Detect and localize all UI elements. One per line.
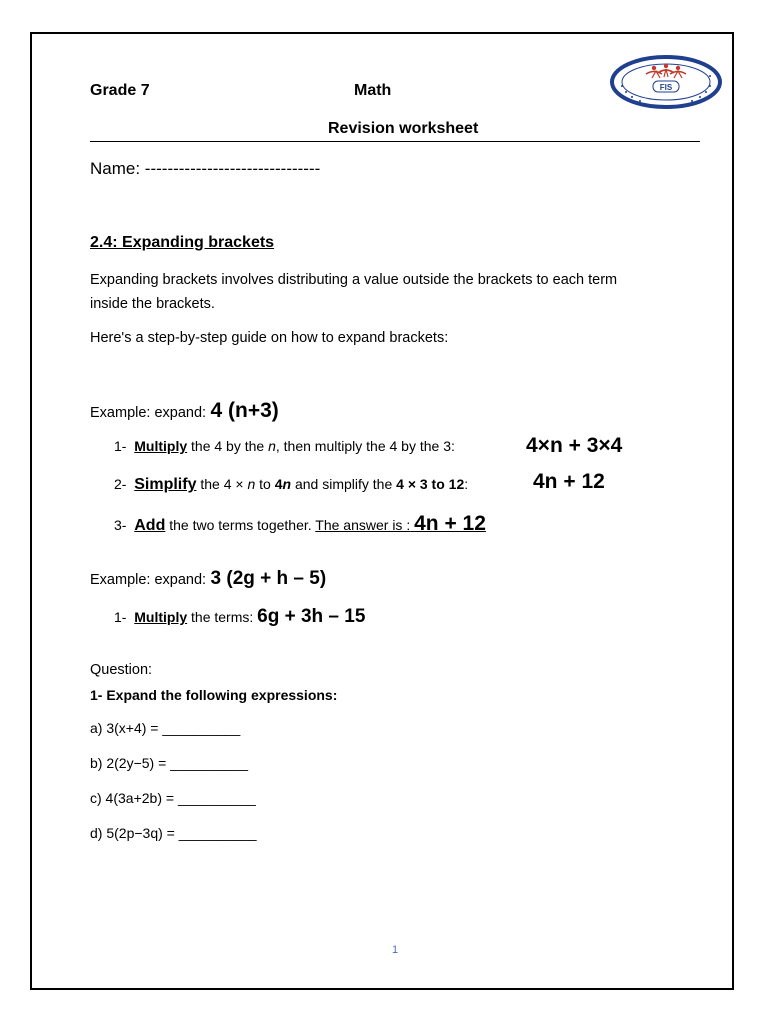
worksheet-title: Revision worksheet (328, 120, 479, 137)
question-label: Question: (90, 662, 153, 678)
school-logo (608, 52, 724, 112)
example-2-expression: 3 (2g + h – 5) (210, 568, 327, 589)
svg-text:FIS: FIS (659, 83, 673, 92)
step-bold: 4 × 3 to 12 (396, 476, 465, 492)
step-variable: n (268, 438, 276, 454)
step-bold-variable: n (282, 476, 292, 492)
question-item-b: b) 2(2y−5) = __________ (90, 755, 249, 771)
step-number: 1- (114, 438, 127, 454)
step-text: the two terms together. (165, 517, 316, 533)
intro-line-1: Expanding brackets involves distributing a value outside the brackets to each term (90, 272, 618, 288)
example-2-label: Example: expand: (90, 572, 207, 588)
step-keyword: Multiply (134, 609, 188, 625)
example-1-expression: 4 (n+3) (210, 399, 279, 422)
step-text: the 4 by the (187, 438, 269, 454)
answer-label: The answer is : 4n + 12 (315, 512, 486, 535)
question-item-d: d) 5(2p−3q) = __________ (90, 825, 257, 841)
step-text: the 4 × (196, 476, 248, 492)
example-1-step-3 (114, 512, 486, 536)
step-variable: n (247, 476, 256, 492)
subject-label: Math (354, 82, 392, 99)
question-item-c: c) 4(3a+2b) = __________ (90, 790, 256, 806)
step-text: : (464, 476, 469, 492)
step-bold: 4 (274, 476, 283, 492)
example-2-step-1 (114, 606, 365, 628)
step-number: 1- (114, 609, 127, 625)
example-1-step-1-result: 4×n + 3×4 (526, 434, 623, 457)
step-text: , then multiply the 4 by the 3: (275, 438, 455, 454)
section-title: 2.4: Expanding brackets (90, 234, 275, 251)
school-logo-icon (608, 52, 724, 112)
example-2-result: 6g + 3h – 15 (257, 606, 366, 627)
example-1-step-2-result: 4n + 12 (533, 470, 605, 493)
step-number: 3- (114, 517, 127, 533)
step-keyword: Simplify (134, 476, 197, 493)
step-text: to (255, 476, 275, 492)
grade-label: Grade 7 (90, 82, 150, 99)
example-1-step-2 (114, 476, 468, 494)
guide-line: Here's a step-by-step guide on how to expand brackets: (90, 330, 449, 346)
example-2 (90, 568, 326, 591)
step-keyword: Add (134, 517, 166, 534)
step-text: and simplify the (291, 476, 397, 492)
question-item-a: a) 3(x+4) = __________ (90, 720, 241, 736)
example-1-answer: 4n + 12 (414, 512, 486, 535)
example-1-label: Example: expand: (90, 405, 207, 421)
example-1 (90, 399, 279, 424)
header-divider (90, 141, 700, 142)
question-title: 1- Expand the following expressions: (90, 687, 338, 703)
step-number: 2- (114, 476, 127, 492)
step-keyword: Multiply (134, 438, 188, 454)
intro-line-2: inside the brackets. (90, 296, 215, 312)
step-text: the terms: (187, 609, 258, 625)
name-field: Name: ------------------------------- (90, 159, 321, 178)
page-number: 1 (392, 944, 399, 956)
example-1-step-1 (114, 438, 455, 454)
